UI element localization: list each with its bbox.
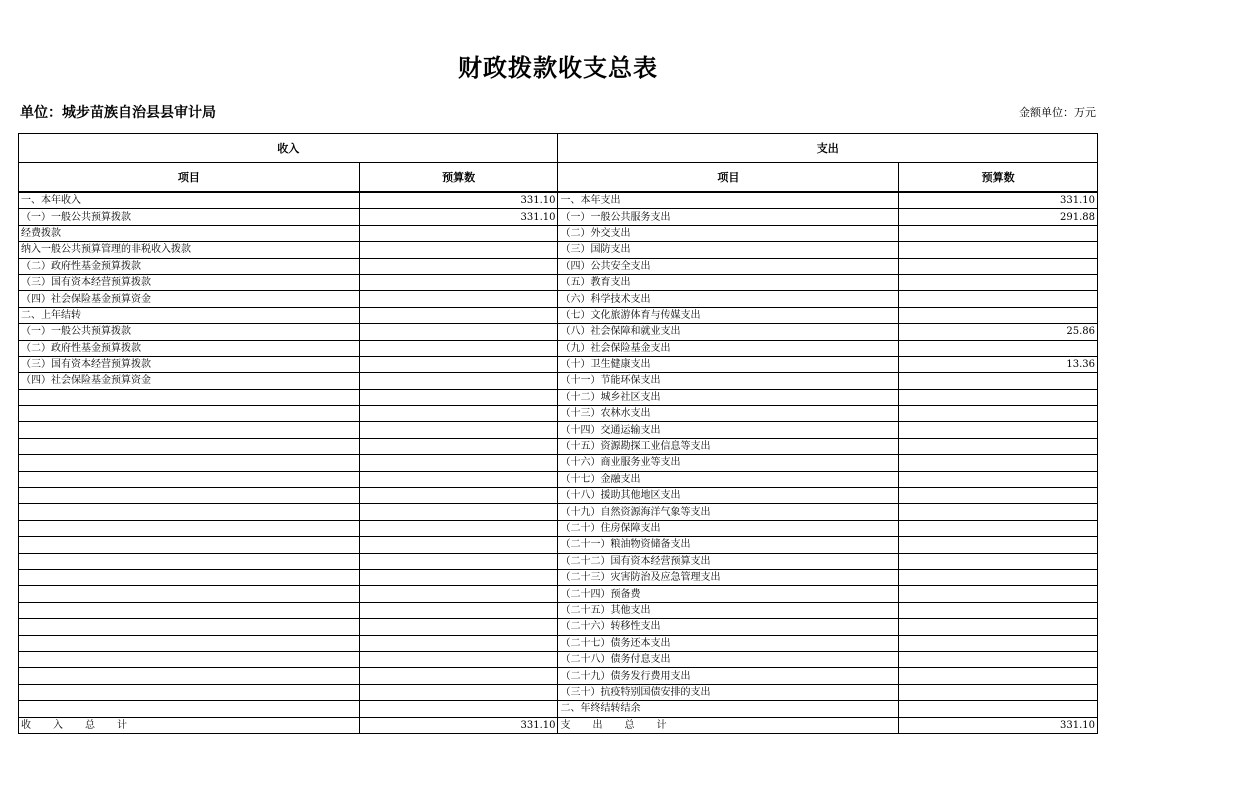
income-budget-cell — [359, 291, 558, 307]
expense-budget-cell — [899, 422, 1098, 438]
expense-item-cell: （五）教育支出 — [558, 274, 899, 290]
expense-budget-cell — [899, 389, 1098, 405]
income-budget-cell — [359, 307, 558, 323]
income-item-cell — [19, 471, 360, 487]
income-budget-cell — [359, 389, 558, 405]
table-row — [19, 356, 1098, 372]
table-row — [19, 619, 1098, 635]
expense-header: 支出 — [558, 134, 1098, 163]
table-row — [19, 274, 1098, 290]
expense-budget-cell — [899, 569, 1098, 585]
table-row — [19, 586, 1098, 602]
table-row — [19, 422, 1098, 438]
expense-budget-cell — [899, 504, 1098, 520]
expense-budget-cell — [899, 488, 1098, 504]
header-row-sections — [19, 134, 1098, 163]
expense-budget-cell — [899, 274, 1098, 290]
expense-total-label: 支 出 总 计 — [558, 717, 899, 733]
income-budget-cell — [359, 701, 558, 717]
expense-item-cell: （二十七）债务还本支出 — [558, 635, 899, 651]
expense-total-value: 331.10 — [899, 717, 1098, 733]
income-budget-cell — [359, 504, 558, 520]
expense-budget-cell — [899, 373, 1098, 389]
income-budget-header: 预算数 — [359, 163, 558, 193]
expense-item-header: 项目 — [558, 163, 899, 193]
table-row — [19, 242, 1098, 258]
income-item-cell — [19, 504, 360, 520]
expense-budget-cell — [899, 291, 1098, 307]
income-item-cell — [19, 520, 360, 536]
income-budget-cell: 331.10 — [359, 209, 558, 225]
income-budget-cell — [359, 455, 558, 471]
table-row — [19, 258, 1098, 274]
income-item-cell: （一）一般公共预算拨款 — [19, 324, 360, 340]
income-item-cell — [19, 635, 360, 651]
table-row — [19, 192, 1098, 209]
expense-budget-cell — [899, 635, 1098, 651]
expense-budget-cell: 331.10 — [899, 192, 1098, 209]
table-row — [19, 635, 1098, 651]
income-item-cell: 纳入一般公共预算管理的非税收入拨款 — [19, 242, 360, 258]
income-item-cell — [19, 488, 360, 504]
table-row — [19, 389, 1098, 405]
expense-item-cell: （四）公共安全支出 — [558, 258, 899, 274]
income-item-cell: （四）社会保险基金预算资金 — [19, 373, 360, 389]
expense-budget-cell — [899, 520, 1098, 536]
income-budget-cell — [359, 274, 558, 290]
expense-budget-header: 预算数 — [899, 163, 1098, 193]
expense-item-cell: 二、年终结转结余 — [558, 701, 899, 717]
expense-budget-cell: 13.36 — [899, 356, 1098, 372]
expense-item-cell: （十三）农林水支出 — [558, 406, 899, 422]
table-row — [19, 569, 1098, 585]
expense-item-cell: （三十）抗疫特别国债安排的支出 — [558, 684, 899, 700]
income-budget-cell — [359, 586, 558, 602]
table-row — [19, 307, 1098, 323]
table-row — [19, 324, 1098, 340]
table-row — [19, 471, 1098, 487]
expense-budget-cell: 25.86 — [899, 324, 1098, 340]
expense-item-cell: （十）卫生健康支出 — [558, 356, 899, 372]
income-budget-cell — [359, 520, 558, 536]
table-row — [19, 488, 1098, 504]
income-budget-cell — [359, 537, 558, 553]
expense-item-cell: （二十四）预备费 — [558, 586, 899, 602]
income-item-cell — [19, 586, 360, 602]
income-item-cell: （一）一般公共预算拨款 — [19, 209, 360, 225]
income-budget-cell — [359, 225, 558, 241]
income-budget-cell — [359, 242, 558, 258]
table-row — [19, 455, 1098, 471]
income-budget-cell — [359, 340, 558, 356]
expense-item-cell: （二十一）粮油物资储备支出 — [558, 537, 899, 553]
table-row — [19, 406, 1098, 422]
income-item-cell — [19, 701, 360, 717]
income-budget-cell — [359, 553, 558, 569]
header-row-columns — [19, 163, 1098, 193]
income-budget-cell: 331.10 — [359, 192, 558, 209]
expense-item-cell: （十五）资源勘探工业信息等支出 — [558, 438, 899, 454]
expense-budget-cell — [899, 553, 1098, 569]
table-row — [19, 651, 1098, 667]
expense-item-cell: （二十）住房保障支出 — [558, 520, 899, 536]
income-item-cell — [19, 537, 360, 553]
income-budget-cell — [359, 684, 558, 700]
expense-budget-cell — [899, 455, 1098, 471]
income-item-cell — [19, 455, 360, 471]
income-budget-cell — [359, 356, 558, 372]
table-row — [19, 537, 1098, 553]
income-budget-cell — [359, 668, 558, 684]
table-row — [19, 668, 1098, 684]
expense-budget-cell — [899, 438, 1098, 454]
income-budget-cell — [359, 422, 558, 438]
income-item-cell — [19, 684, 360, 700]
page-title: 财政拨款收支总表 — [458, 53, 658, 82]
expense-item-cell: （六）科学技术支出 — [558, 291, 899, 307]
expense-budget-cell — [899, 602, 1098, 618]
income-item-cell: （四）社会保险基金预算资金 — [19, 291, 360, 307]
expense-budget-cell — [899, 619, 1098, 635]
expense-budget-cell — [899, 340, 1098, 356]
income-budget-cell — [359, 602, 558, 618]
income-item-cell: （二）政府性基金预算拨款 — [19, 340, 360, 356]
income-budget-cell — [359, 438, 558, 454]
income-budget-cell — [359, 373, 558, 389]
expense-item-cell: （二十五）其他支出 — [558, 602, 899, 618]
income-item-cell — [19, 422, 360, 438]
income-item-cell: （三）国有资本经营预算拨款 — [19, 274, 360, 290]
expense-item-cell: （二十九）债务发行费用支出 — [558, 668, 899, 684]
income-item-cell: （二）政府性基金预算拨款 — [19, 258, 360, 274]
income-budget-cell — [359, 406, 558, 422]
income-item-cell — [19, 602, 360, 618]
income-item-cell — [19, 569, 360, 585]
table-row — [19, 438, 1098, 454]
income-budget-cell — [359, 651, 558, 667]
table-row — [19, 225, 1098, 241]
income-item-cell — [19, 389, 360, 405]
expense-item-cell: （二十六）转移性支出 — [558, 619, 899, 635]
table-row — [19, 209, 1098, 225]
table-row — [19, 602, 1098, 618]
income-budget-cell — [359, 619, 558, 635]
expense-budget-cell — [899, 242, 1098, 258]
expense-item-cell: （九）社会保险基金支出 — [558, 340, 899, 356]
expense-item-cell: （二十三）灾害防治及应急管理支出 — [558, 569, 899, 585]
expense-budget-cell — [899, 586, 1098, 602]
income-item-cell — [19, 619, 360, 635]
amount-unit: 金额单位：万元 — [1019, 106, 1096, 119]
expense-item-cell: （二十二）国有资本经营预算支出 — [558, 553, 899, 569]
expense-item-cell: （十二）城乡社区支出 — [558, 389, 899, 405]
expense-item-cell: （一）一般公共服务支出 — [558, 209, 899, 225]
expense-item-cell: （十八）援助其他地区支出 — [558, 488, 899, 504]
income-item-cell — [19, 406, 360, 422]
totals-row — [19, 717, 1098, 733]
expense-budget-cell — [899, 668, 1098, 684]
expense-budget-cell — [899, 537, 1098, 553]
expense-budget-cell — [899, 651, 1098, 667]
expense-item-cell: （七）文化旅游体育与传媒支出 — [558, 307, 899, 323]
table-row — [19, 340, 1098, 356]
income-item-cell — [19, 651, 360, 667]
income-budget-cell — [359, 488, 558, 504]
expense-budget-cell — [899, 258, 1098, 274]
income-total-label: 收 入 总 计 — [19, 717, 360, 733]
expense-item-cell: （十一）节能环保支出 — [558, 373, 899, 389]
income-total-value: 331.10 — [359, 717, 558, 733]
income-budget-cell — [359, 324, 558, 340]
income-item-cell: （三）国有资本经营预算拨款 — [19, 356, 360, 372]
income-budget-cell — [359, 635, 558, 651]
table-row — [19, 504, 1098, 520]
income-header: 收入 — [19, 134, 558, 163]
table-row — [19, 553, 1098, 569]
expense-item-cell: （二十八）债务付息支出 — [558, 651, 899, 667]
unit-label: 单位：城步苗族自治县县审计局 — [20, 105, 216, 121]
expense-item-cell: （三）国防支出 — [558, 242, 899, 258]
expense-item-cell: （十九）自然资源海洋气象等支出 — [558, 504, 899, 520]
expense-item-cell: （十六）商业服务业等支出 — [558, 455, 899, 471]
expense-item-cell: （十七）金融支出 — [558, 471, 899, 487]
income-item-cell: 一、本年收入 — [19, 192, 360, 209]
expense-budget-cell — [899, 684, 1098, 700]
expense-budget-cell — [899, 225, 1098, 241]
expense-item-cell: （二）外交支出 — [558, 225, 899, 241]
table-row — [19, 373, 1098, 389]
expense-budget-cell — [899, 471, 1098, 487]
income-item-cell — [19, 438, 360, 454]
expense-item-cell: （八）社会保障和就业支出 — [558, 324, 899, 340]
expense-item-cell: 一、本年支出 — [558, 192, 899, 209]
expense-budget-cell — [899, 406, 1098, 422]
income-item-cell: 经费拨款 — [19, 225, 360, 241]
table-row — [19, 291, 1098, 307]
expense-budget-cell — [899, 701, 1098, 717]
income-item-cell: 二、上年结转 — [19, 307, 360, 323]
expense-budget-cell: 291.88 — [899, 209, 1098, 225]
table-row — [19, 520, 1098, 536]
income-item-cell — [19, 668, 360, 684]
income-item-header: 项目 — [19, 163, 360, 193]
income-budget-cell — [359, 471, 558, 487]
expense-budget-cell — [899, 307, 1098, 323]
income-item-cell — [19, 553, 360, 569]
table-row — [19, 684, 1098, 700]
table-body — [19, 134, 1098, 734]
expense-item-cell: （十四）交通运输支出 — [558, 422, 899, 438]
income-budget-cell — [359, 569, 558, 585]
income-budget-cell — [359, 258, 558, 274]
table-row — [19, 701, 1098, 717]
budget-table — [18, 133, 1098, 734]
